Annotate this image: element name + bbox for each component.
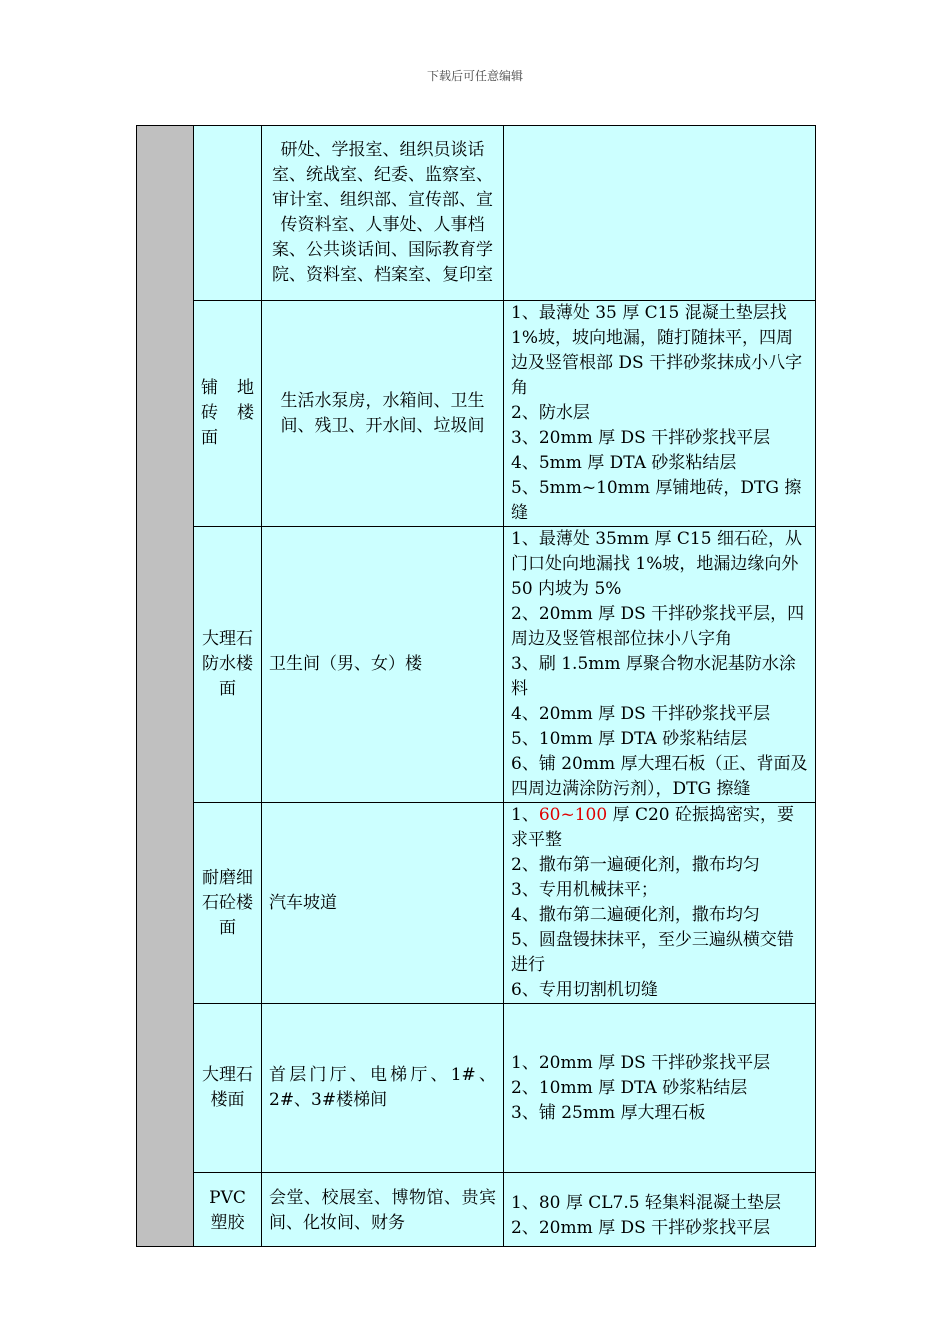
step-item: 5、5mm~10mm 厚铺地砖，DTG 擦缝 [511,478,802,523]
category-column [137,126,194,1247]
floor-type-cell [194,126,262,301]
page-header: 下载后可任意编辑 [426,69,523,83]
step-item: 1、最薄处 35 厚 C15 混凝土垫层找 1%坡，坡向地漏，随打随抹平，四周边及竖管根部 DS 干拌砂浆抹成小八字角 [511,303,803,398]
step-item: 4、20mm 厚 DS 干拌砂浆找平层 [511,704,771,724]
table-row [137,1004,816,1173]
step-item: 2、防水层 [511,403,590,423]
floor-type-cell: 铺 地 砖 楼 面 [194,301,262,527]
steps-cell [504,803,816,1004]
step-item: 5、10mm 厚 DTA 砂浆粘结层 [511,729,748,749]
step-item: 2、20mm 厚 DS 干拌砂浆找平层，四周边及竖管根部位抹小八字角 [511,604,805,649]
step-item: 3、铺 25mm 厚大理石板 [511,1102,706,1123]
location-cell: 卫生间（男、女）楼 [262,527,504,803]
steps-cell [504,126,816,301]
step-item: 2、20mm 厚 DS 干拌砂浆找平层 [511,1218,771,1238]
step-item: 3、20mm 厚 DS 干拌砂浆找平层 [511,428,771,448]
step-item: 5、圆盘镘抹抹平，至少三遍纵横交错进行 [511,930,794,975]
step-item: 2、撒布第一遍硬化剂，撒布均匀 [511,855,760,875]
location-cell: 首层门厅、电梯厅、1#、2#、3#楼梯间 [262,1004,504,1173]
step-item: 6、铺 20mm 厚大理石板（正、背面及四周边满涂防污剂），DTG 擦缝 [511,754,808,799]
floor-type-cell: 大理石防水楼面 [194,527,262,803]
step-item: 1、20mm 厚 DS 干拌砂浆找平层 [511,1052,771,1073]
steps-cell [504,1004,816,1173]
step-item: 4、撒布第二遍硬化剂，撒布均匀 [511,905,760,925]
step-item: 1、最薄处 35mm 厚 C15 细石砼，从门口处向地漏找 1%坡，地漏边缘向外 50 内坡为 5% [511,529,802,599]
location-cell: 研处、学报室、组织员谈话室、统战室、纪委、监察室、审计室、组织部、宣传部、宣传资料室、人事处、人事档案、公共谈话间、国际教育学院、资料室、档案室、复印室 [262,126,504,301]
highlight-thickness: 60~100 [538,805,608,825]
steps-cell [504,301,816,527]
step-item: 3、刷 1.5mm 厚聚合物水泥基防水涂料 [511,654,796,699]
table-row [137,803,816,1004]
location-cell: 生活水泵房，水箱间、卫生间、残卫、开水间、垃圾间 [262,301,504,527]
location-cell: 汽车坡道 [262,803,504,1004]
steps-cell [504,527,816,803]
table-row [137,1173,816,1247]
table-row [137,301,816,527]
table-row [137,126,816,301]
floor-type-cell: PVC 塑胶 [194,1173,262,1247]
floor-type-cell: 大理石楼面 [194,1004,262,1173]
step-item: 3、专用机械抹平； [511,880,658,900]
step-item: 2、10mm 厚 DTA 砂浆粘结层 [511,1077,748,1098]
table-row [137,527,816,803]
step-item: 1、60~100 厚 C20 砼振捣密实，要求平整 [511,805,795,850]
step-item: 1、80 厚 CL7.5 轻集料混凝土垫层 [511,1193,781,1213]
location-cell: 会堂、校展室、博物馆、贵宾间、化妆间、财务 [262,1173,504,1247]
floor-type-cell: 耐磨细石砼楼面 [194,803,262,1004]
steps-cell [504,1173,816,1247]
flooring-spec-table [136,125,816,1247]
step-item: 6、专用切割机切缝 [511,980,658,1000]
step-item: 4、5mm 厚 DTA 砂浆粘结层 [511,453,737,473]
